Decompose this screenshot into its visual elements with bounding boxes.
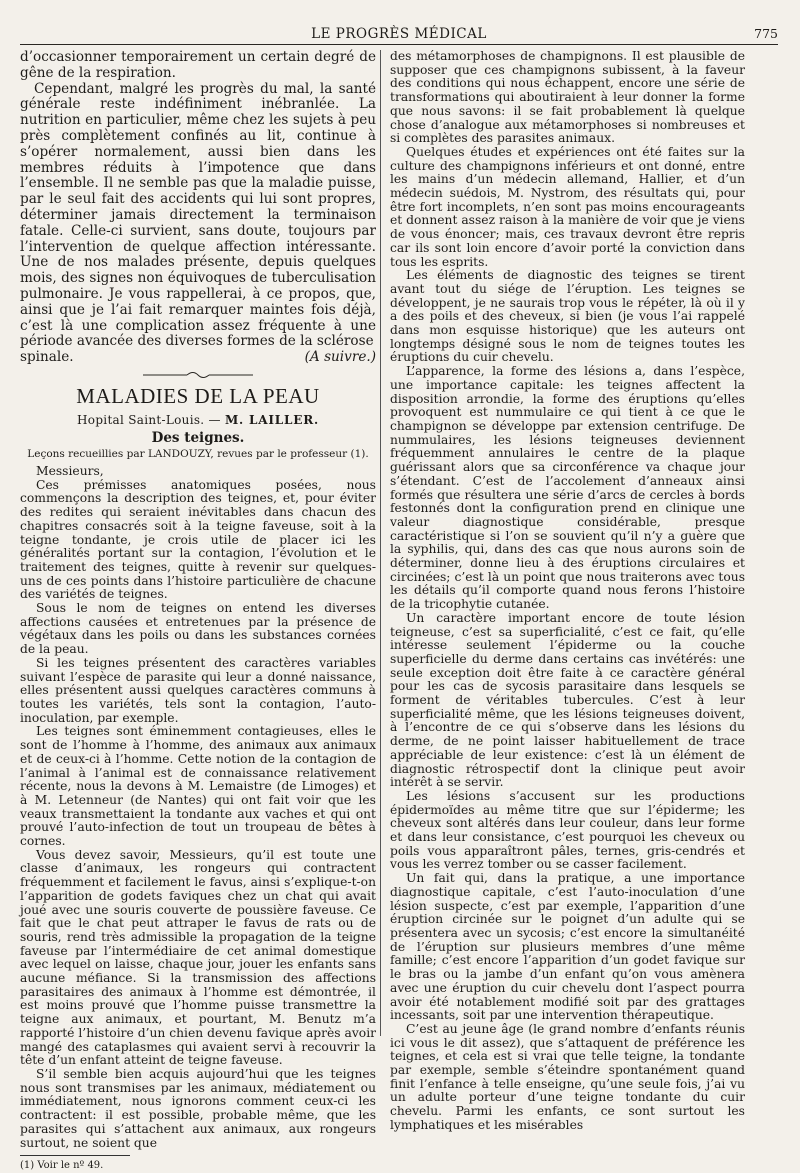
paragraph-end-line [20,350,376,366]
paragraph: Les éléments de diagnostic des teignes se tirent avant tout du siége de l’éruption. Les teignes se développent, je ne saurais trop vous le répéter, là où il y a des poils et des cheveux, si bien (je vous l’ai rappelé dans mon esquisse historique) que les auteurs ont longtemps désigné sous le nom de teignes toutes les éruptions du cuir chevelu. [390,268,745,365]
lecture-subject: Des teignes. [151,429,245,446]
paragraph: Les teignes sont éminemment contagieuses, elles le sont de l’homme à l’homme, des animaux aux animaux et de ceux-ci à l’homme. Cette notion de la contagion de l’animal à l’animal est de connaissance relativement récente, nous la devons à M. Lemaistre (de Limoges) et à M. Letenneur (de Nantes) qui ont fait voir que les veaux transmettaient la tondante aux vaches et qui ont prouvé l’auto-infection de tout un troupeau de bêtes à cornes. [20,724,376,849]
paragraph: Sous le nom de teignes on entend les diverses affections causées et entretenues par la présence de végétaux dans les poils ou dans les substances cornées de la peau. [20,601,376,657]
paragraph: Les lésions s’accusent sur les productions épidermoïdes au même titre que sur l’épiderme; les cheveux sont altérés dans leur couleur, dans leur forme et dans leur consistance, c’est pourquoi les cheveux ou poils vous apparaîtront pâles, ternes, gris-cendrés et vous les verrez tomber ou se casser facilement. [390,788,745,872]
to-be-continued: (A suivre.) [304,349,376,366]
section-title: MALADIES DE LA PEAU [76,383,320,408]
page-number: 775 [754,26,778,41]
paragraph: S’il semble bien acquis aujourd’hui que les teignes nous sont transmises par les animaux, médiatement ou immédiatement, nous ignorons comment ceux-ci les contractent: il est possible, probable même, que les parasites qui s’attachent aux animaux, aux rongeurs surtout, ne soient que [20,1066,376,1150]
paragraph: Un caractère important encore de toute lésion teigneuse, c’est sa superficialité, c’est ce fait, qu’elle intéresse seulement l’épiderme ou la couche superficielle du derme dans certains cas invétérés: une seule exception doit être faite à ce caractère général pour les cas de sycosis parasitaire dans lesquels se forment de véritables tubercules. C’est à leur superficialité même, que les lésions teigneuses doivent, à l’encontre de ce qui s’observe dans les lésions du derme, de ne point laisser habituellement de trace appréciable de leur existence: c’est là un élément de diagnostic rétrospectif dont la clinique peut avoir intérêt à se servir. [390,610,745,790]
paragraph: Vous devez savoir, Messieurs, qu’il est toute une classe d’animaux, les rongeurs qui contractent fréquemment et facilement le favus, ainsi s’explique-t-on l’apparition de godets faviques chez un chat qui avait joué avec une souris couverte de poussière faveuse. Ce fait que le chat peut attraper le favus de rats ou de souris, rend très admissible la propagation de la teigne faveuse par l’intermédiaire de cet animal domestique avec lequel on laisse, chaque jour, jouer les enfants sans aucune méfiance. Si la transmission des affections parasitaires des animaux à l’homme est démontrée, il est moins prouvé que l’homme puisse transmettre la teigne aux animaux, et pourtant, M. Benutz m’a rapporté l’histoire d’un chien devenu favique après avoir mangé des cataplasmes qui avaient servi à recouvrir la tête d’un enfant atteint de teigne faveuse. [20,847,377,1068]
paragraph: C’est au jeune âge (le grand nombre d’enfants réunis ici vous le dit assez), que s’attaquent de préférence les teignes, et cela est si vrai que telle teigne, la tondante par exemple, semble s’éteindre spontanément quand finit l’enfance à telle enseigne, qu’une seule fois, j’ai vu un adulte porteur d’une teigne tondante du cuir chevelu. Parmi les enfants, ce sont surtout les lymphatiques et les misérables [390,1021,745,1132]
hospital-name: Hopital Saint-Louis. — [77,412,221,427]
paragraph: des métamorphoses de champignons. Il est plausible de supposer que ces champignons subissent, à la faveur des conditions qui nous échappent, encore une série de transformations qui aboutiraient à leur donner la forme que nous savons: il se fait probablement là quelque chose d’analogue aux métamorphoses si nombreuses et si complètes des parasites animaux. [390,49,745,146]
running-header [20,22,778,45]
lecture-venue [20,414,376,428]
paragraph: Ces prémisses anatomiques posées, nous commençons la description des teignes, et, pour éviter des redites qui seraient inévitables dans chacun des chapitres consacrés soit à la teigne faveuse, soit à la teigne tondante, je crois utile de placer ici les généralités portant sur la contagion, l’évolution et le traitement des teignes, quitte à revenir sur quelques-uns de ces points dans l’histoire particulière de chacune des variétés de teignes. [20,477,376,602]
right-column [390,50,745,1133]
paragraph: L’apparence, la forme des lésions a, dans l’espèce, une importance capitale: les teignes affectent la disposition arrondie, la forme des éruptions qu’elles provoquent est nummulaire ce qui tient à ce que le champignon se développe par extension centrifuge. De nummulaires, les lésions teigneuses deviennent fréquemment annulaires le centre de la plaque guérissant alors que sa circonférence va chaque jour s’étendant. C’est de l’accolement d’anneaux ainsi formés que résultera une série d’arcs de cercles à bords festonnés dont la configuration prend en clinique une valeur diagnostique considérable, presque caractéristique si l’on se souvient qu’il n’y a guère que la syphilis, qui, dans des cas que nous aurons soin de déterminer, donne lieu à des éruptions circulaires et circinées; c’est là un point que nous traiterons avec tous les détails qu’il comporte quand nous ferons l’histoire de la tricophytie cutanée. [390,364,745,612]
column-divider [380,50,381,1036]
ornament-icon [143,370,253,380]
lecture-credits: Leçons recueillies par LANDOUZY, revues par le professeur (1). [27,448,369,461]
paragraph: Cependant, malgré les progrès du mal, la santé générale reste indéfiniment inébranlée. La nutrition en particulier, même chez les sujets à peu près complètement confinés au lit, continue à s’opérer normalement, aussi bien dans les membres réduits à l’impotence que dans l’ensemble. Il ne semble pas que la maladie puisse, par le seul fait des accidents qui lui sont propres, déterminer jamais directement la terminaison fatale. Celle-ci survient, sans doute, toujours par l’intervention de quelque affection intéressante. Une de nos malades présente, depuis quelques mois, des signes non équivoques de tuberculisation pulmonaire. Je vous rappellerai, à ce propos, que, ainsi que je l’ai fait remarquer maintes fois déjà, c’est là une complication assez fréquente à une période avancée des diverses formes de la sclérose [20,80,376,350]
paragraph: Un fait qui, dans la pratique, a une importance diagnostique capitale, c’est l’auto-inoculation d’une lésion suspecte, c’est par exemple, l’apparition d’une éruption circinée sur le poignet d’un adulte qui se présentera avec un sycosis; c’est encore la simultanéité de l’éruption sur plusieurs membres d’une même famille; c’est encore l’apparition d’un godet favique sur le bras ou la jambe d’un enfant qu’on vous amènera avec une éruption du cuir chevelu dont l’aspect pourra avoir été notablement modifié soit par des grattages incessants, soit par une intervention thérapeutique. [390,871,745,1023]
last-word: spinale. [20,349,74,366]
footnote-rule [20,1155,130,1156]
ornament-divider [20,370,376,380]
paragraph: d’occasionner temporairement un certain degré de gêne de la respiration. [20,49,376,81]
journal-title: LE PROGRÈS MÉDICAL [311,26,487,42]
footnote: (1) Voir le nº 49. [20,1160,104,1172]
left-column [20,50,376,1173]
paragraph: Quelques études et expériences ont été faites sur la culture des champignons inférieurs et ont donné, entre les mains d’un médecin allemand, Hallier, et d’un médecin suédois, M. Nystrom, des résultats qui, pour être fort incomplets, n’en sont pas moins encourageants et donnent assez raison à la manière de voir que je viens de vous énoncer; mais, ces travaux devront être repris car ils sont loin encore d’avoir porté la conviction dans tous les esprits. [390,144,745,269]
salutation: Messieurs, [36,464,104,479]
paragraph: Si les teignes présentent des caractères variables suivant l’espèce de parasite qui leur a donné naissance, elles présentent aussi quelques caractères communs à toutes les variétés, tels sont la contagion, l’auto-inoculation, par exemple. [20,655,376,725]
previous-article-end [20,50,376,366]
lecturer-name: M. LAILLER. [224,412,319,427]
